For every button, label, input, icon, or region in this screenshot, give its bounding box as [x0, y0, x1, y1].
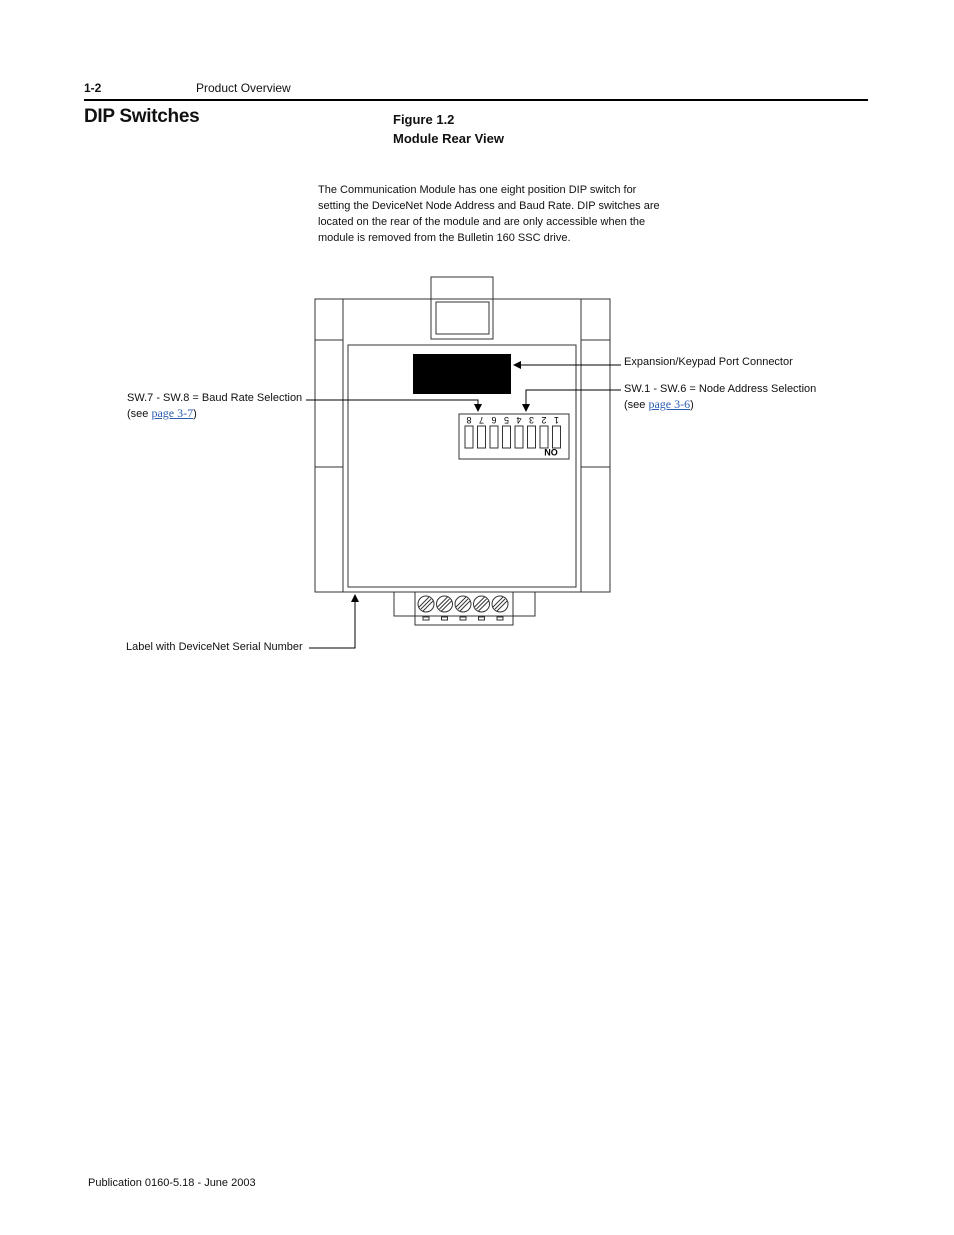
top-tab [431, 277, 493, 299]
top-connector-window [436, 302, 489, 334]
dip-on-label: ON [544, 447, 558, 457]
terminal-slot [497, 617, 503, 620]
node-address-text: SW.1 - SW.6 = Node Address Selection [624, 383, 817, 395]
terminal-slot [423, 617, 429, 620]
node-address-leader [526, 390, 621, 411]
page-number: 1-2 [84, 81, 102, 95]
figure-number: Figure 1.2 [393, 112, 455, 127]
dip-number-5: 5 [503, 415, 510, 425]
serial-label-leader [309, 595, 355, 648]
baud-rate-leader [306, 400, 478, 411]
dip-number-2: 2 [541, 415, 547, 425]
terminal-slot [479, 617, 485, 620]
see-prefix: (see [624, 399, 649, 411]
serial-label-callout: Label with DeviceNet Serial Number [126, 641, 303, 653]
dip-switch-7 [478, 426, 486, 448]
dip-number-8: 8 [466, 415, 472, 425]
dip-number-7: 7 [478, 415, 485, 425]
expansion-port-callout: Expansion/Keypad Port Connector [624, 356, 793, 368]
dip-number-3: 3 [528, 415, 535, 425]
dip-number-1: 1 [553, 415, 560, 425]
dip-switch-6 [490, 426, 498, 448]
node-address-callout [624, 382, 816, 413]
node-address-see [624, 397, 816, 413]
dip-switch-1 [553, 426, 561, 448]
terminal-slot [442, 617, 448, 620]
dip-switch-3 [528, 426, 536, 448]
page-3-6-link[interactable]: page 3-6 [648, 397, 691, 411]
module-body [315, 299, 610, 592]
expansion-port-connector [413, 354, 511, 394]
baud-rate-text: SW.7 - SW.8 = Baud Rate Selection [127, 392, 303, 404]
page-3-7-link[interactable]: page 3-7 [151, 406, 194, 420]
section-title: DIP Switches [84, 106, 200, 127]
intro-paragraph: The Communication Module has one eight position DIP switch for setting the DeviceNet Node Address and Baud Rate. DIP switches are located on the rear of the module and are only accessible when the module is removed from the Bulletin 160 SSC drive. [318, 184, 660, 244]
chapter-title: Product Overview [196, 81, 291, 95]
figure-title: Module Rear View [393, 131, 505, 146]
dip-switch-4 [515, 426, 523, 448]
see-suffix: ) [690, 399, 694, 411]
dip-number-6: 6 [491, 415, 497, 425]
top-connector-housing [431, 299, 493, 339]
dip-number-4: 4 [516, 415, 522, 425]
baud-rate-callout [127, 391, 302, 422]
see-suffix: ) [193, 408, 197, 420]
baud-rate-see [127, 406, 302, 422]
dip-switch-2 [540, 426, 548, 448]
terminal-slot [460, 617, 466, 620]
publication-footer: Publication 0160-5.18 - June 2003 [88, 1177, 256, 1189]
see-prefix: (see [127, 408, 152, 420]
dip-switch-5 [503, 426, 511, 448]
dip-switch-8 [465, 426, 473, 448]
